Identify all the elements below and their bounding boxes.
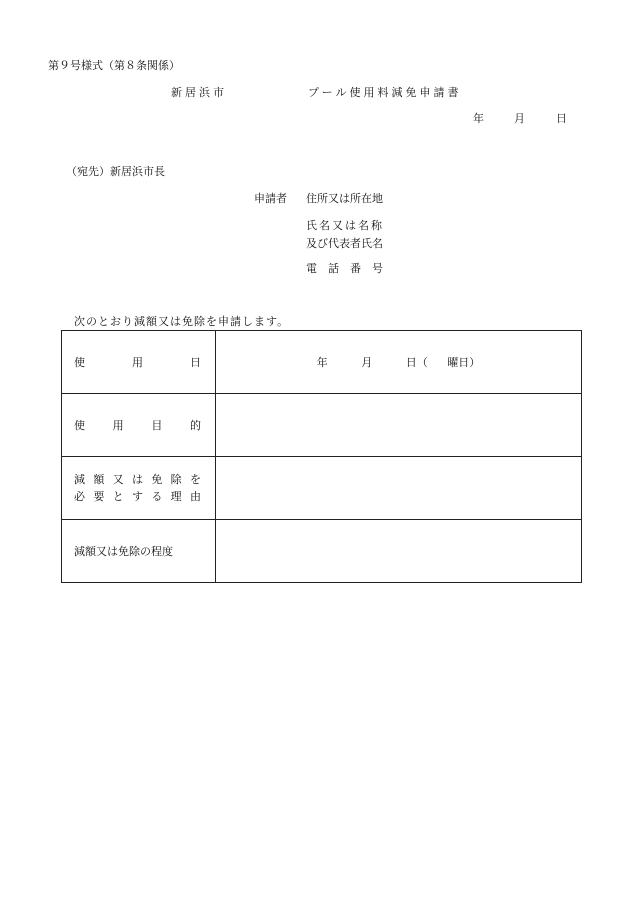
label-char: 由 — [189, 490, 201, 503]
table-row — [62, 457, 582, 520]
usage-month: 月 — [361, 356, 373, 369]
city-name: 新居浜市 — [171, 86, 227, 99]
label-char: 的 — [189, 419, 201, 432]
extent-label-text: 減額又は免除の程度 — [74, 545, 173, 558]
usage-year: 年 — [316, 356, 328, 369]
label-char: 目 — [151, 419, 163, 432]
intro-text: 次のとおり減額又は免除を申請します。 — [74, 315, 290, 328]
usage-weekday: 曜日） — [447, 356, 481, 369]
table-row — [62, 394, 582, 457]
name-label-1: 氏名又は名称 — [306, 219, 384, 232]
label-char: 用 — [132, 356, 143, 369]
label-char: と — [112, 490, 124, 503]
label-char: 必 — [74, 490, 85, 503]
date-year: 年 — [473, 112, 484, 125]
name-label-2: 及び代表者氏名 — [306, 237, 383, 250]
form-number: 第９号様式（第８条関係） — [48, 59, 180, 72]
label-char: 用 — [112, 419, 124, 432]
usage-date-field[interactable] — [216, 331, 582, 394]
extent-field[interactable] — [216, 520, 582, 583]
label-char: は — [131, 473, 143, 486]
extent-label — [62, 520, 216, 583]
applicant-label: 申請者 — [254, 192, 287, 205]
label-char: 使 — [74, 419, 85, 432]
label-char: 額 — [93, 473, 105, 486]
label-char: 要 — [93, 490, 105, 503]
label-char: を — [189, 473, 201, 486]
label-char: 除 — [170, 473, 182, 486]
label-char: す — [131, 490, 143, 503]
usage-date-label — [62, 331, 216, 394]
table-row — [62, 331, 582, 394]
label-char: 又 — [112, 473, 124, 486]
date-month: 月 — [514, 112, 525, 125]
application-table — [61, 330, 582, 583]
reason-label — [62, 457, 216, 520]
label-char: 減 — [74, 473, 85, 486]
label-char: 使 — [74, 356, 85, 369]
usage-purpose-field[interactable] — [216, 394, 582, 457]
label-char: 日 — [190, 356, 201, 369]
reason-field[interactable] — [216, 457, 582, 520]
form-title: プール使用料減免申請書 — [308, 86, 462, 99]
address-label: 住所又は所在地 — [306, 192, 383, 205]
label-char: る — [151, 490, 163, 503]
date-day: 日 — [556, 112, 567, 125]
usage-day: 日（ — [405, 356, 428, 369]
usage-purpose-label — [62, 394, 216, 457]
table-row — [62, 520, 582, 583]
phone-label: 電 話 番 号 — [306, 262, 383, 275]
label-char: 免 — [151, 473, 163, 486]
label-char: 理 — [170, 490, 182, 503]
addressee: （宛先）新居浜市長 — [66, 165, 165, 178]
